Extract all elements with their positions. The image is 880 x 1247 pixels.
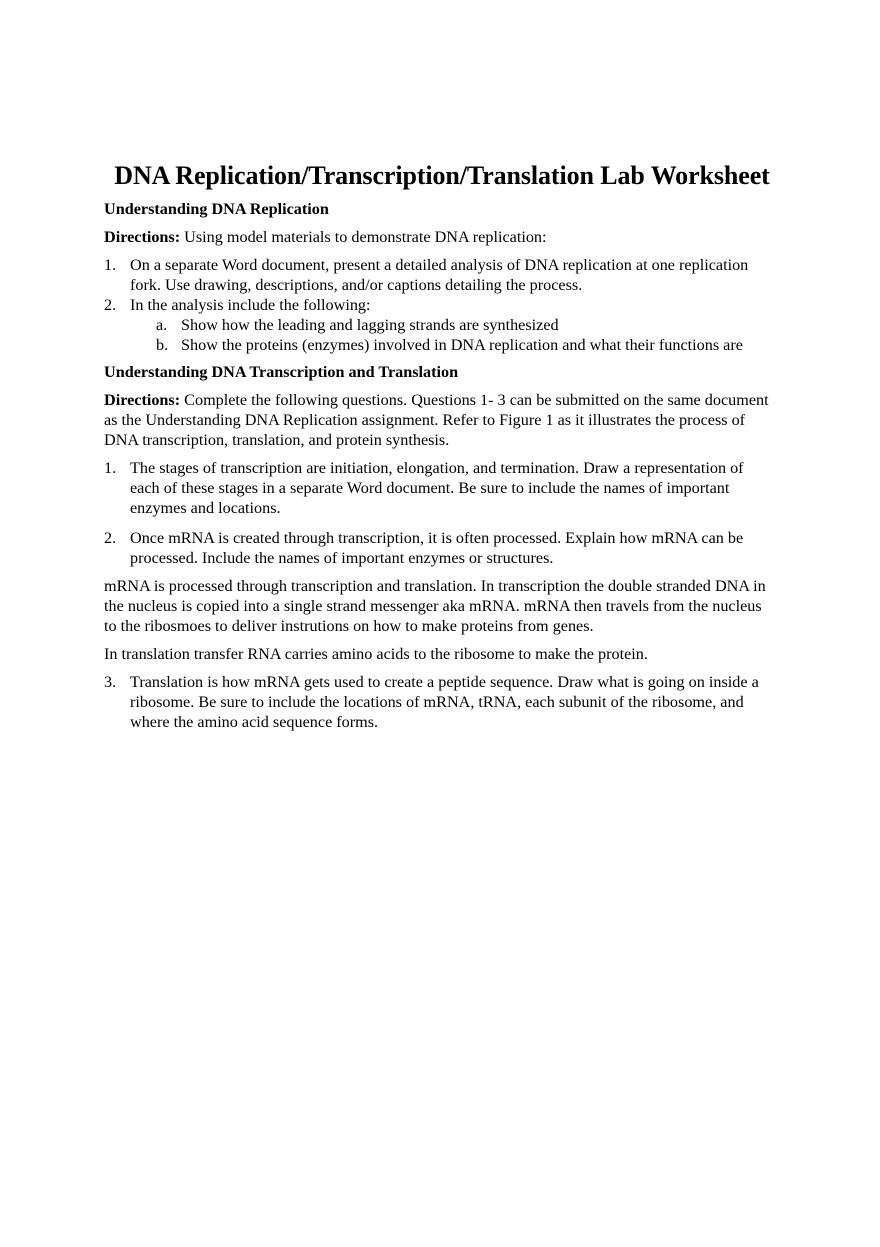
document-body <box>104 160 772 732</box>
section-heading-transcription: Understanding DNA Transcription and Translation <box>104 363 459 381</box>
sub-list-marker: b. <box>156 336 169 354</box>
question-marker: 2. <box>104 529 117 547</box>
list-item-text: On a separate Word document, present a detailed analysis of DNA replication at one replication fork. Use drawing, descriptions, and/or captions detailing the process. <box>130 256 749 294</box>
sub-list-item <box>156 335 772 355</box>
answer-paragraph: In translation transfer RNA carries amino acids to the ribosome to make the protein. <box>104 645 648 663</box>
page-title: DNA Replication/Transcription/Translation Lab Worksheet <box>114 161 770 190</box>
section-heading-replication: Understanding DNA Replication <box>104 200 329 218</box>
directions-label: Directions: <box>104 228 181 246</box>
directions-transcription <box>104 390 772 450</box>
answer-paragraph: mRNA is processed through transcription and translation. In transcription the double stranded DNA in the nucleus is copied into a single strand messenger aka mRNA. mRNA then travels from the nucleus to the ribosmoes to deliver instrutions on how to make proteins from genes. <box>104 577 766 635</box>
transcription-questions <box>104 458 772 568</box>
question-item <box>104 528 772 568</box>
sub-list <box>104 315 772 355</box>
sub-list-marker: a. <box>156 316 168 334</box>
translation-question <box>104 672 772 732</box>
question-item <box>104 672 772 732</box>
sub-list-item-text: Show how the leading and lagging strands are synthesized <box>181 316 559 334</box>
question-text: The stages of transcription are initiation, elongation, and termination. Draw a representation of each of these stages in a separate Word document. Be sure to include the names of important enzymes and locations. <box>130 459 744 517</box>
list-item-text: In the analysis include the following: <box>130 296 371 314</box>
question-marker: 3. <box>104 673 117 691</box>
list-item <box>104 295 772 355</box>
question-marker: 1. <box>104 459 117 477</box>
question-item <box>104 458 772 518</box>
directions-text: Complete the following questions. Questions 1- 3 can be submitted on the same document as the Understanding DNA Replication assignment. Refer to Figure 1 as it illustrates the process of DNA transcription, translation, and protein synthesis. <box>104 391 769 449</box>
sub-list-item <box>156 315 772 335</box>
directions-text: Using model materials to demonstrate DNA replication: <box>180 228 547 246</box>
list-marker: 1. <box>104 256 117 274</box>
question-text: Translation is how mRNA gets used to create a peptide sequence. Draw what is going on inside a ribosome. Be sure to include the locations of mRNA, tRNA, each subunit of the ribosome, and where the amino acid sequence forms. <box>130 673 759 731</box>
list-marker: 2. <box>104 296 117 314</box>
question-text: Once mRNA is created through transcription, it is often processed. Explain how mRNA can be processed. Include the names of important enzymes or structures. <box>130 529 744 567</box>
directions-label: Directions: <box>104 391 181 409</box>
sub-list-item-text: Show the proteins (enzymes) involved in DNA replication and what their functions are <box>181 336 743 354</box>
replication-list <box>104 255 772 355</box>
directions-replication <box>104 227 772 247</box>
list-item <box>104 255 772 295</box>
